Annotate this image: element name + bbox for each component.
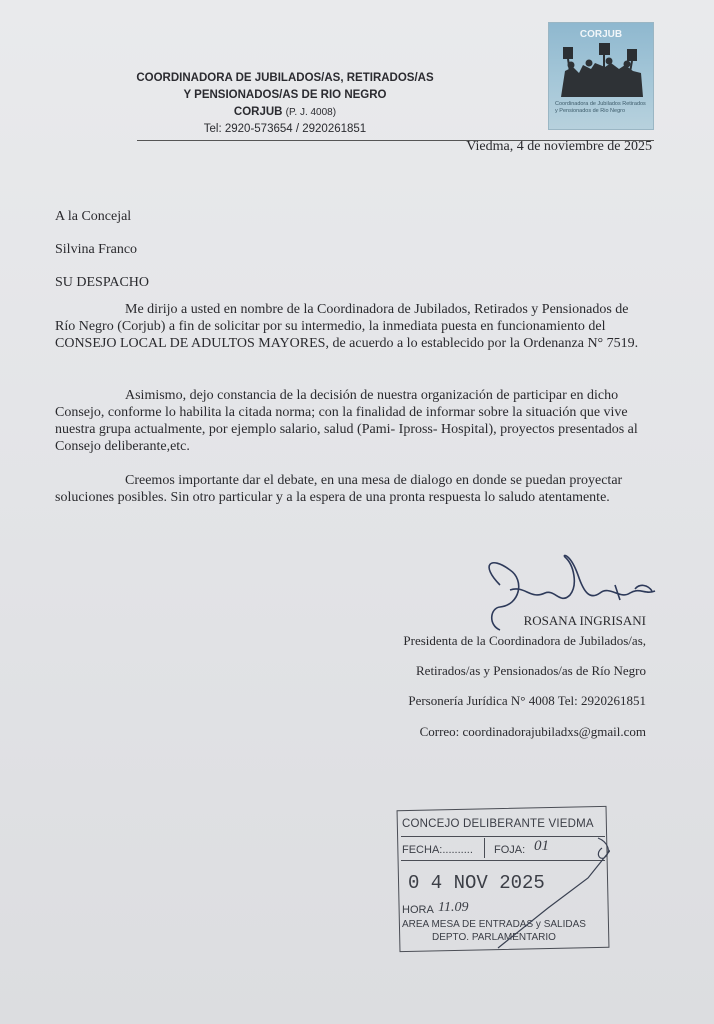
org-name-line1: COORDINADORA DE JUBILADOS/AS, RETIRADOS/AS [136,72,434,84]
body-paragraph-3 [55,472,650,506]
org-phones: Tel: 2920-573654 / 2920261851 [203,123,367,135]
recipient-name: Silvina Franco [55,242,138,257]
org-name-line2: Y PENSIONADOS/AS DE RIO NEGRO [183,89,387,101]
stamp-hora-label: HORA [402,904,434,916]
letterhead [130,70,440,138]
stamp-foja-value: 01 [534,838,549,854]
signer-role-cont: Retirados/as y Pensionados/as de Río Negro [416,663,646,678]
recipient-title: A la Concejal [55,209,132,224]
org-acronym: CORJUB [233,106,283,118]
reception-stamp [398,808,610,952]
signer-email: Correo: coordinadorajubiladxs@gmail.com [419,724,646,739]
recipient-office: SU DESPACHO [55,275,150,290]
stamp-title: CONCEJO DELIBERANTE VIEDMA [402,818,594,830]
body-paragraph-2-text: Asimismo, dejo constancia de la decisión de nuestra organización de participar en dicho Consejo, conforme lo habilita la citada norma; con la finalidad de informar sobre la situación que vive nuestra grupa actualmente, por ejemplo salario, salud (Pami- Ipross- Hospital), proyectos presentados al Consejo deliberante,etc. [55,388,638,454]
signer-legal: Personería Jurídica N° 4008 Tel: 2920261851 [408,693,646,708]
signature-block [360,545,660,745]
stamp-fecha: FECHA:.......... [402,844,473,856]
stamp-divider [484,838,485,858]
body-paragraph-3-text: Creemos importante dar el debate, en una mesa de dialogo en donde se puedan proyectar soluciones posibles. Sin otro particular y a la espera de una pronta respuesta lo saludo atentamente. [55,473,623,505]
org-acronym-line [130,104,440,121]
stamp-foja-label: FOJA: [494,844,526,856]
stamp-area-line1: AREA MESA DE ENTRADAS y SALIDAS [402,919,586,930]
org-legal-number: (P. J. 4008) [285,107,337,118]
signer-role: Presidenta de la Coordinadora de Jubilados/as, [403,633,646,648]
stamp-area-line2: DEPTO. PARLAMENTARIO [432,932,556,943]
stamp-date: 0 4 NOV 2025 [408,872,545,894]
corjub-logo [548,22,654,130]
logo-caption: Coordinadora de Jubilados Retirados y Pensionados de Rio Negro [555,101,646,114]
stamp-rule-2 [401,860,605,861]
body-paragraph-2 [55,387,650,455]
body-paragraph-1 [55,301,650,352]
stamp-hora-value: 11.09 [438,900,469,915]
stamp-rule-1 [401,836,605,837]
body-paragraph-1-text: Me dirijo a usted en nombre de la Coordinadora de Jubilados, Retirados y Pensionados de Río Negro (Corjub) a fin de solicitar por su intermedio, la inmediata puesta en funcionamiento del CONSEJO LOCAL DE ADULTOS MAYORES, de acuerdo a lo establecido por la Ordenanza N° 7519. [55,302,639,351]
logo-title: CORJUB [579,29,623,40]
signer-name: ROSANA INGRISANI [523,613,646,628]
letter-date: Viedma, 4 de noviembre de 2025 [466,139,652,154]
